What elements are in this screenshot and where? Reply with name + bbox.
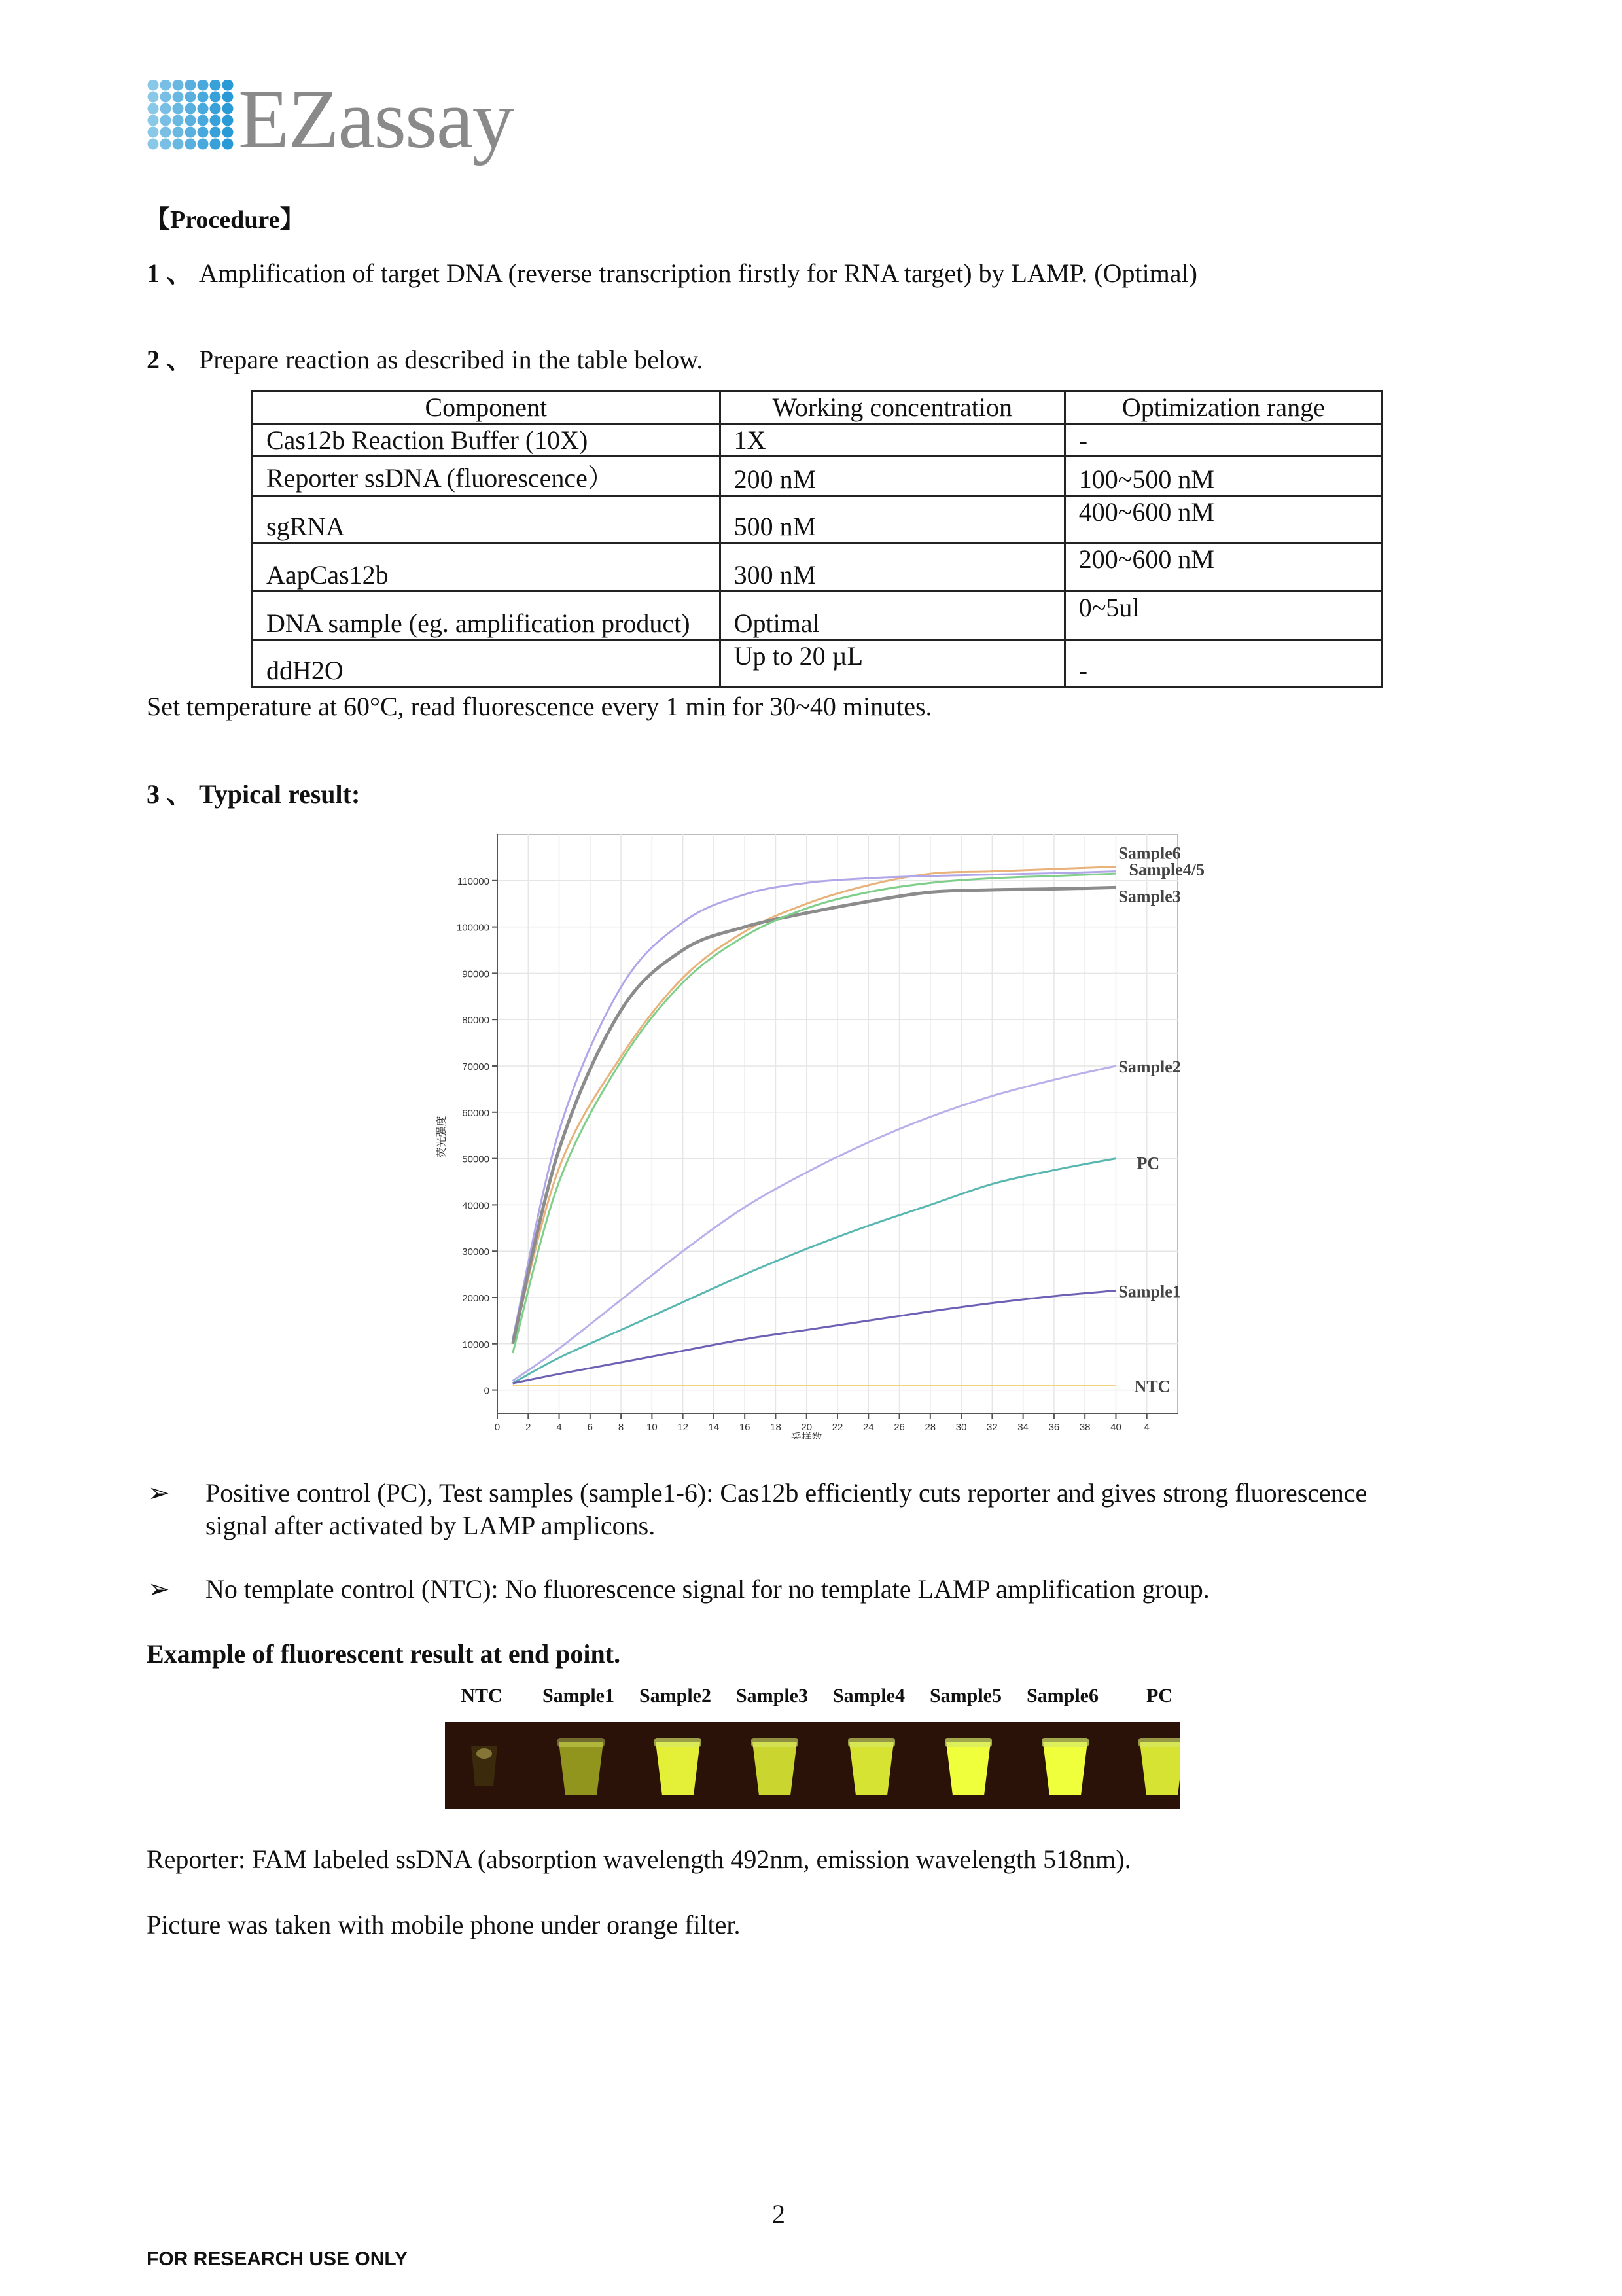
logo-dot <box>160 92 171 103</box>
x-tick-label: 26 <box>894 1422 905 1433</box>
step-1-number: 1 、 <box>147 258 192 288</box>
x-tick-label: 30 <box>955 1422 967 1433</box>
logo-dot <box>160 115 171 126</box>
x-tick-label: 20 <box>801 1422 813 1433</box>
x-tick-label: 0 <box>494 1422 501 1433</box>
x-tick-label: 12 <box>677 1422 688 1433</box>
logo-dot <box>148 127 159 138</box>
y-tick-label: 0 <box>484 1385 489 1397</box>
x-tick-label: 24 <box>862 1422 874 1433</box>
company-logo <box>147 73 565 171</box>
x-tick-label: 32 <box>987 1422 998 1433</box>
y-tick-label: 60000 <box>462 1107 489 1119</box>
x-tick-label: 28 <box>925 1422 936 1433</box>
procedure-heading: 【Procedure】 <box>145 206 305 234</box>
logo-dot <box>185 92 196 103</box>
logo-dot <box>185 139 196 150</box>
series-label: PC <box>1137 1154 1160 1173</box>
table-row <box>253 496 1383 543</box>
table-cell: - <box>1065 424 1382 457</box>
logo-dot <box>173 92 184 103</box>
table-cell: AapCas12b <box>253 543 720 592</box>
reporter-note: Reporter: FAM labeled ssDNA (absorption wavelength 492nm, emission wavelength 518nm). <box>147 1845 1131 1874</box>
logo-text: EZassay <box>238 73 513 166</box>
fluorescence-tube-photo <box>445 1722 1180 1809</box>
table-cell: 1X <box>720 424 1065 457</box>
y-tick-label: 50000 <box>462 1154 489 1165</box>
table-cell: 200~600 nM <box>1065 543 1382 592</box>
logo-dot <box>198 92 209 103</box>
x-tick-label: 10 <box>646 1422 658 1433</box>
table-cell: - <box>1065 640 1382 687</box>
table-row <box>253 457 1383 496</box>
bullet-icon: ➢ <box>148 1478 170 1508</box>
logo-dot <box>185 115 196 126</box>
y-tick-label: 20000 <box>462 1293 489 1304</box>
y-tick-label: 30000 <box>462 1246 489 1258</box>
table-cell: 0~5ul <box>1065 592 1382 640</box>
tube-cap <box>1042 1738 1089 1747</box>
logo-dot <box>185 127 196 138</box>
y-tick-label: 40000 <box>462 1200 489 1212</box>
y-tick-label: 10000 <box>462 1339 489 1351</box>
table-cell: Reporter ssDNA (fluorescence） <box>253 457 720 496</box>
x-tick-label: 6 <box>587 1422 593 1433</box>
logo-dot <box>222 103 234 115</box>
x-tick-label: 16 <box>739 1422 750 1433</box>
tube-photo-svg <box>445 1722 1180 1809</box>
step-2-text: Prepare reaction as described in the table below. <box>199 345 703 374</box>
reaction-table <box>251 390 1383 688</box>
step-1-text: Amplification of target DNA (reverse transcription firstly for RNA target) by LAMP. (Optimal) <box>199 258 1197 288</box>
fluorescence-chart-svg <box>425 818 1237 1439</box>
tube <box>1043 1742 1087 1795</box>
tube-label: Sample2 <box>639 1685 712 1706</box>
logo-dot <box>222 139 234 150</box>
tube-label: Sample3 <box>735 1685 809 1706</box>
logo-dot <box>173 80 184 91</box>
logo-dot <box>173 115 184 126</box>
table-cell: DNA sample (eg. amplification product) <box>253 592 720 640</box>
logo-dot <box>198 80 209 91</box>
table-cell: 500 nM <box>720 496 1065 543</box>
logo-dot <box>222 80 234 91</box>
x-tick-label: 34 <box>1017 1422 1029 1433</box>
tube <box>471 1746 497 1786</box>
bullet-icon: ➢ <box>148 1574 170 1604</box>
footer-note: FOR RESEARCH USE ONLY <box>147 2248 408 2270</box>
series-label: NTC <box>1134 1377 1171 1396</box>
x-tick-label: 18 <box>770 1422 781 1433</box>
tube-cap <box>1138 1738 1180 1747</box>
tube <box>559 1742 603 1795</box>
logo-dot <box>222 92 234 103</box>
page-number: 2 <box>772 2199 785 2229</box>
y-axis-label: 荧光强度 <box>435 1116 448 1158</box>
tube <box>849 1742 894 1795</box>
logo-dot <box>173 103 184 115</box>
series-label: Sample1 <box>1118 1282 1181 1301</box>
table-cell: Optimal <box>720 592 1065 640</box>
table-header: Optimization range <box>1065 391 1382 424</box>
logo-dot <box>173 127 184 138</box>
table-cell: Cas12b Reaction Buffer (10X) <box>253 424 720 457</box>
x-tick-label: 22 <box>832 1422 843 1433</box>
series-label: Sample4/5 <box>1129 860 1205 879</box>
step-2 <box>147 339 703 376</box>
step-3-number: 3 、 <box>147 779 192 809</box>
x-tick-label: 38 <box>1079 1422 1091 1433</box>
y-tick-label: 100000 <box>456 922 489 934</box>
picture-note: Picture was taken with mobile phone under orange filter. <box>147 1910 741 1939</box>
logo-dot <box>148 92 159 103</box>
x-tick-label: 14 <box>708 1422 720 1433</box>
logo-dot <box>148 139 159 150</box>
x-tick-label: 2 <box>525 1422 531 1433</box>
logo-dot <box>198 139 209 150</box>
table-cell: 200 nM <box>720 457 1065 496</box>
tube-label: NTC <box>461 1685 502 1706</box>
tube <box>752 1742 797 1795</box>
tube-cap <box>751 1738 798 1747</box>
bullet-text: No template control (NTC): No fluorescence signal for no template LAMP amplification group. <box>205 1574 1210 1604</box>
table-cell: sgRNA <box>253 496 720 543</box>
logo-dot <box>160 139 171 150</box>
tube <box>656 1742 700 1795</box>
y-tick-label: 70000 <box>462 1061 489 1072</box>
logo-dot <box>173 139 184 150</box>
series-label: Sample3 <box>1118 887 1181 906</box>
x-tick-label: 4 <box>1144 1422 1150 1433</box>
tube-cap <box>848 1738 895 1747</box>
x-axis-label: 采样数 <box>790 1431 822 1439</box>
table-cell: ddH2O <box>253 640 720 687</box>
logo-dot <box>198 103 209 115</box>
table-cell: Up to 20 µL <box>720 640 1065 687</box>
tube-cap <box>654 1738 701 1747</box>
series-label: Sample2 <box>1118 1057 1181 1076</box>
y-tick-label: 80000 <box>462 1015 489 1027</box>
table-row <box>253 592 1383 640</box>
table-cell: 100~500 nM <box>1065 457 1382 496</box>
step-1 <box>147 253 1197 290</box>
logo-dot <box>210 139 221 150</box>
step-2-number: 2 、 <box>147 345 192 374</box>
tube-label: Sample6 <box>1026 1685 1099 1706</box>
logo-dot <box>148 103 159 115</box>
tube-label: Sample5 <box>929 1685 1002 1706</box>
table-header-row <box>253 391 1383 424</box>
logo-dot <box>148 115 159 126</box>
bullet-text: Positive control (PC), Test samples (sample1-6): Cas12b efficiently cuts reporter and gives strong fluorescence <box>205 1478 1367 1508</box>
y-tick-label: 90000 <box>462 968 489 980</box>
logo-dot <box>210 115 221 126</box>
table-row <box>253 543 1383 592</box>
fluorescence-chart <box>425 818 1237 1439</box>
series-label: Sample6 <box>1118 843 1181 863</box>
table-row <box>253 424 1383 457</box>
logo-dot <box>222 127 234 138</box>
bullet-text-continued: signal after activated by LAMP amplicons. <box>205 1511 656 1540</box>
tube-label: Sample1 <box>542 1685 615 1706</box>
logo-dot <box>198 127 209 138</box>
tube <box>1140 1742 1180 1795</box>
logo-dot <box>198 115 209 126</box>
tube-cap <box>945 1738 992 1747</box>
tube <box>946 1742 991 1795</box>
logo-dot <box>160 103 171 115</box>
x-tick-label: 4 <box>556 1422 562 1433</box>
logo-dot <box>210 127 221 138</box>
example-heading: Example of fluorescent result at end point. <box>147 1639 621 1669</box>
table-cell: 400~600 nM <box>1065 496 1382 543</box>
step-3-text: Typical result: <box>199 779 361 809</box>
logo-dot <box>185 103 196 115</box>
logo-dot <box>160 80 171 91</box>
logo-dots-icon <box>147 80 238 152</box>
x-tick-label: 8 <box>618 1422 624 1433</box>
step-3 <box>147 773 360 811</box>
table-row <box>253 640 1383 687</box>
table-header: Working concentration <box>720 391 1065 424</box>
logo-dot <box>210 92 221 103</box>
logo-dot <box>160 127 171 138</box>
tube-label: PC <box>1146 1685 1172 1706</box>
tube-label: Sample4 <box>832 1685 906 1706</box>
tube-labels <box>445 1685 1180 1714</box>
logo-dot <box>210 103 221 115</box>
table-header: Component <box>253 391 720 424</box>
logo-dot <box>222 115 234 126</box>
x-tick-label: 40 <box>1110 1422 1121 1433</box>
logo-dot <box>210 80 221 91</box>
y-tick-label: 110000 <box>457 875 489 887</box>
logo-dot <box>148 80 159 91</box>
x-tick-label: 36 <box>1048 1422 1060 1433</box>
logo-dot <box>185 80 196 91</box>
temperature-note: Set temperature at 60°C, read fluorescence every 1 min for 30~40 minutes. <box>147 692 932 721</box>
table-cell: 300 nM <box>720 543 1065 592</box>
tube-cap <box>557 1738 605 1747</box>
